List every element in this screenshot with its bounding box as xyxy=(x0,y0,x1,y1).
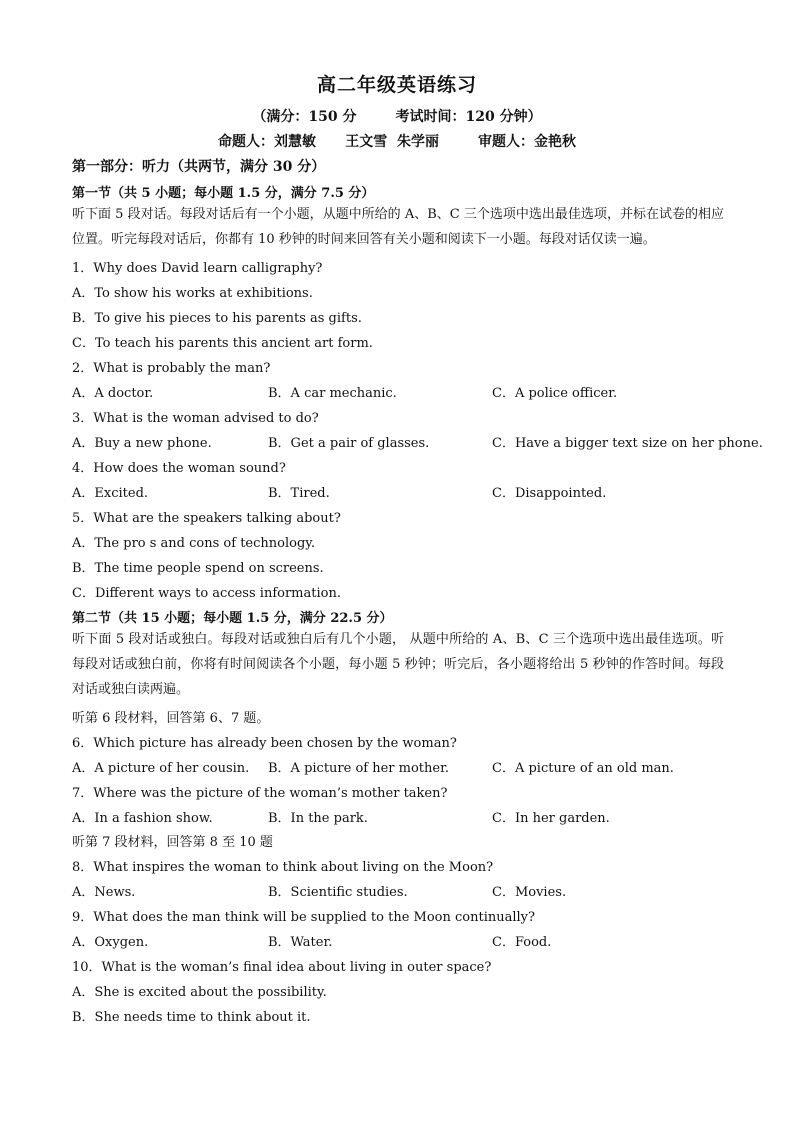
authors-line: 命题人：刘慧敏 王文雪 朱学丽 审题人：金艳秋 xyxy=(218,134,576,150)
option-c: C．Disappointed. xyxy=(492,486,607,501)
section1-heading: 第一节（共 5 小题；每小题 1.5 分，满分 7.5 分） xyxy=(72,186,375,201)
question-stem: 1．Why does David learn calligraphy? xyxy=(72,261,323,276)
question-stem: 4．How does the woman sound? xyxy=(72,461,286,476)
question-stem: 2．What is probably the man? xyxy=(72,361,271,376)
option-a: A．She is excited about the possibility. xyxy=(72,985,327,1000)
option-c: C．A police officer. xyxy=(492,386,618,401)
option-a: A．Excited. xyxy=(72,486,149,501)
page-title: 高二年级英语练习 xyxy=(316,74,477,96)
option-b: B．A car mechanic. xyxy=(268,386,397,401)
material-7-instruction: 听第 7 段材料，回答第 8 至 10 题 xyxy=(72,835,273,850)
option-b: B．Scientific studies. xyxy=(268,885,408,900)
option-a: A．News. xyxy=(72,885,136,900)
option-c: C．Food. xyxy=(492,935,552,950)
option-c: C．Different ways to access information. xyxy=(72,586,341,601)
part1-heading: 第一部分：听力（共两节，满分 30 分） xyxy=(72,159,326,175)
section1-instructions: 听下面 5 段对话。每段对话后有一个小题，从题中所给的 A、B、C 三个选项中选出最佳选项，并标在试卷的相应位置。听完每段对话后，你都有 10 秒钟的时间来回答有关小题和阅读下一小题。每段对话仅读一遍。 xyxy=(72,207,724,247)
option-a: A．Oxygen. xyxy=(72,935,149,950)
option-a: A．In a fashion show. xyxy=(72,811,213,826)
option-a: A．To show his works at exhibitions. xyxy=(72,286,313,301)
section2-instructions: 听下面 5 段对话或独白。每段对话或独白后有几个小题， 从题中所给的 A、B、C 三个选项中选出最佳选项。听每段对话或独白前，你将有时间阅读各个小题，每小题 5 秒钟；听完后，各小题将给出 5 秒钟的作答时间。每段对话或独白读两遍。 xyxy=(72,632,724,697)
option-c: C．Movies. xyxy=(492,885,567,900)
option-b: B．Water. xyxy=(268,935,333,950)
exam-info: （满分：150 分 考试时间：120 分钟） xyxy=(252,109,542,125)
option-c: C．In her garden. xyxy=(492,811,610,826)
option-c: C．Have a bigger text size on her phone. xyxy=(492,436,763,451)
option-c: C．A picture of an old man. xyxy=(492,761,674,776)
question-stem: 5．What are the speakers talking about? xyxy=(72,511,341,526)
option-b: B．The time people spend on screens. xyxy=(72,561,324,576)
option-a: A．A doctor. xyxy=(72,386,154,401)
option-a: A．A picture of her cousin. xyxy=(72,761,250,776)
option-a: A．Buy a new phone. xyxy=(72,436,212,451)
section2-heading: 第二节（共 15 小题；每小题 1.5 分，满分 22.5 分） xyxy=(72,611,393,626)
option-b: B．A picture of her mother. xyxy=(268,761,450,776)
question-stem: 8．What inspires the woman to think about living on the Moon? xyxy=(72,860,494,875)
option-a: A．The pro s and cons of technology. xyxy=(72,536,316,551)
option-b: B．Get a pair of glasses. xyxy=(268,436,430,451)
option-b: B．She needs time to think about it. xyxy=(72,1010,311,1025)
option-c: C．To teach his parents this ancient art form. xyxy=(72,336,373,351)
question-stem: 9．What does the man think will be supplied to the Moon continually? xyxy=(72,910,535,925)
question-stem: 3．What is the woman advised to do? xyxy=(72,411,319,426)
option-b: B．In the park. xyxy=(268,811,368,826)
option-b: B．To give his pieces to his parents as gifts. xyxy=(72,311,362,326)
question-stem: 7．Where was the picture of the woman’s mother taken? xyxy=(72,786,448,801)
option-b: B．Tired. xyxy=(268,486,330,501)
material-6-instruction: 听第 6 段材料，回答第 6、7 题。 xyxy=(72,711,270,726)
question-stem: 10．What is the woman’s final idea about living in outer space? xyxy=(72,960,492,975)
question-stem: 6．Which picture has already been chosen by the woman? xyxy=(72,736,457,751)
